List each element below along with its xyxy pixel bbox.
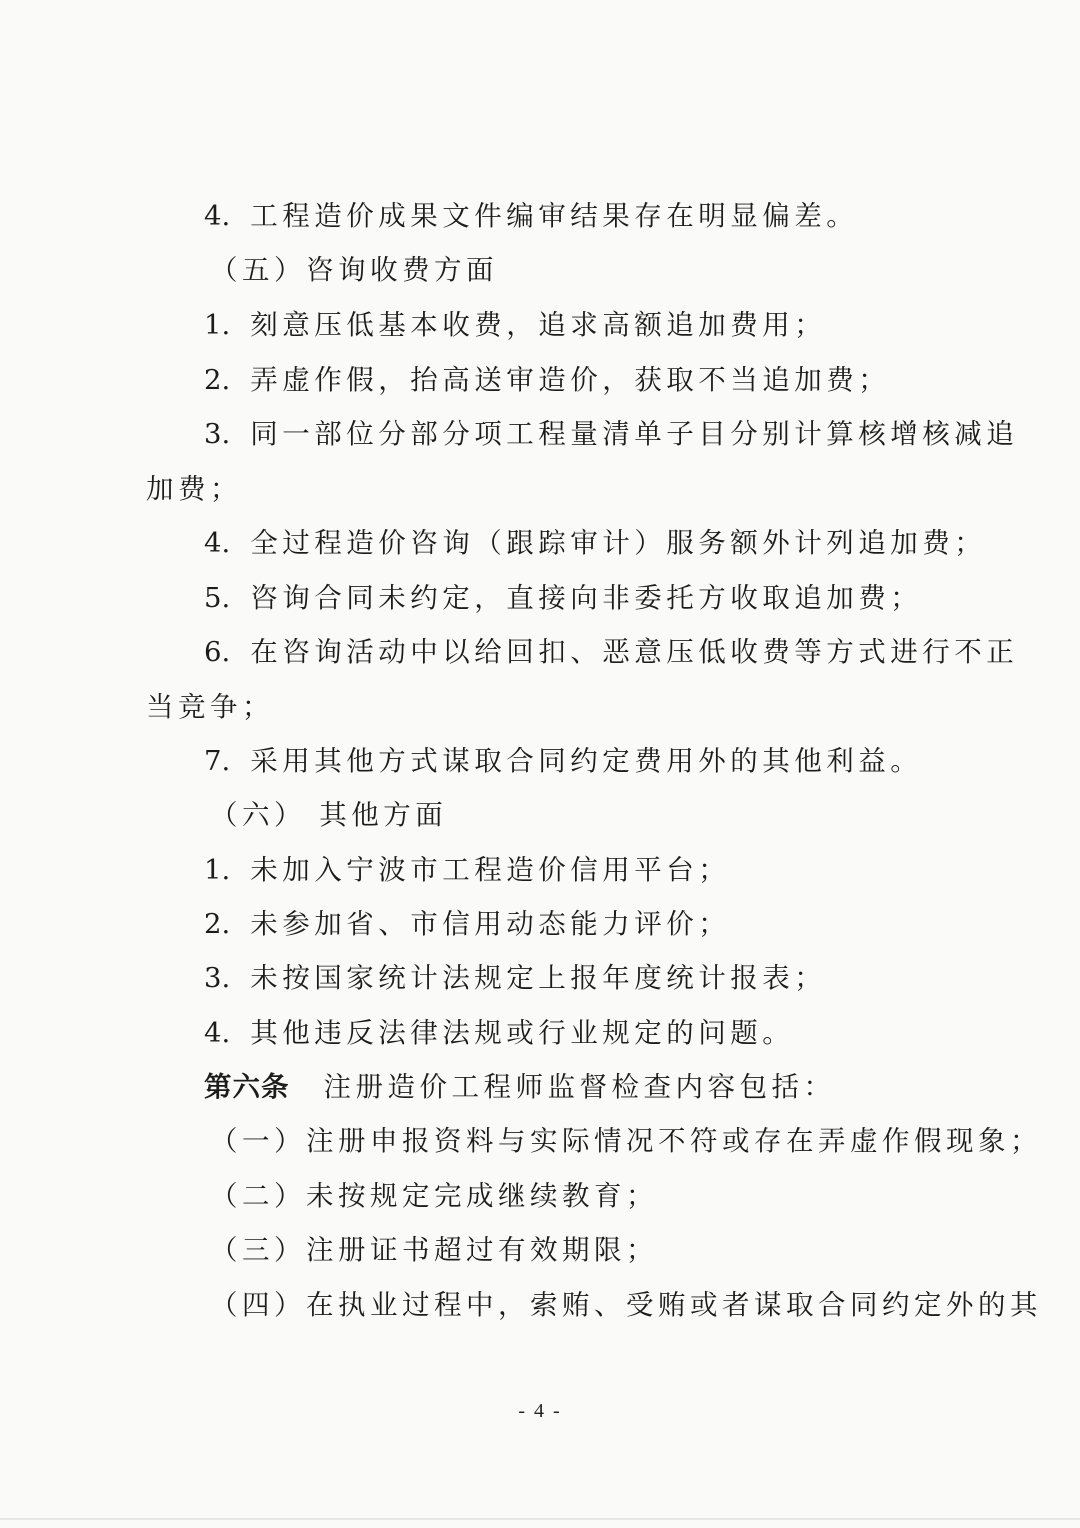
item-number: 1. (204, 309, 231, 341)
item-number: 4. (204, 527, 231, 559)
body-line (204, 743, 922, 779)
item-number: 1. (204, 854, 231, 886)
item-number: 4. (204, 1017, 231, 1049)
line-text: （五）咨询收费方面 (210, 254, 498, 286)
line-text: 其他违反法律法规或行业规定的问题。 (250, 1017, 795, 1049)
line-text: 同一部位分部分项工程量清单子目分别计算核增核减追 (250, 418, 1019, 450)
body-line (204, 960, 826, 996)
body-line (204, 906, 730, 942)
body-line (210, 1287, 1042, 1323)
line-text: 刻意压低基本收费，追求高额追加费用； (250, 309, 827, 341)
body-line (204, 416, 1018, 452)
line-text: 工程造价成果文件编审结果存在明显偏差。 (250, 200, 859, 232)
line-text: （二）未按规定完成继续教育； (210, 1180, 658, 1212)
item-number: 3. (204, 962, 231, 994)
body-line (204, 580, 922, 616)
body-line (204, 362, 890, 398)
line-text: 当竞争； (146, 691, 274, 723)
body-line-continuation (146, 471, 242, 507)
body-line (210, 1178, 658, 1214)
item-number: 6. (204, 636, 231, 668)
item-number: 5. (204, 582, 231, 614)
article-heading (204, 1069, 836, 1105)
line-text: 采用其他方式谋取合同约定费用外的其他利益。 (250, 745, 923, 777)
line-text: 弄虚作假，抬高送审造价，获取不当追加费； (250, 364, 891, 396)
item-number: 7. (204, 745, 231, 777)
line-text: 未按国家统计法规定上报年度统计报表； (250, 962, 827, 994)
line-text: 加费； (146, 473, 242, 505)
section-heading (210, 252, 498, 288)
body-line (204, 1015, 794, 1051)
line-text: （六） 其他方面 (210, 799, 448, 831)
item-number: 3. (204, 418, 231, 450)
page-number: - 4 - (518, 1400, 562, 1422)
scan-edge-divider (0, 1518, 1080, 1520)
body-line-continuation (146, 689, 274, 725)
line-text: 注册造价工程师监督检查内容包括： (323, 1071, 836, 1103)
body-line (204, 634, 1018, 670)
line-text: 咨询合同未约定，直接向非委托方收取追加费； (250, 582, 923, 614)
line-text: （三）注册证书超过有效期限； (210, 1234, 658, 1266)
article-label: 第六条 (204, 1071, 290, 1103)
body-line (210, 1123, 1042, 1159)
body-line (204, 307, 826, 343)
line-text: （一）注册申报资料与实际情况不符或存在弄虚作假现象； (210, 1125, 1042, 1157)
body-line (210, 1232, 658, 1268)
body-line (204, 198, 858, 234)
line-text: （四）在执业过程中，索贿、受贿或者谋取合同约定外的其 (210, 1289, 1042, 1321)
item-number: 4. (204, 200, 231, 232)
item-number: 2. (204, 364, 231, 396)
body-line (204, 525, 986, 561)
line-text: 在咨询活动中以给回扣、恶意压低收费等方式进行不正 (250, 636, 1019, 668)
line-text: 未参加省、市信用动态能力评价； (250, 908, 731, 940)
line-text: 全过程造价咨询（跟踪审计）服务额外计列追加费； (250, 527, 987, 559)
item-number: 2. (204, 908, 231, 940)
section-heading (210, 797, 447, 833)
line-text: 未加入宁波市工程造价信用平台； (250, 854, 731, 886)
body-line (204, 852, 730, 888)
